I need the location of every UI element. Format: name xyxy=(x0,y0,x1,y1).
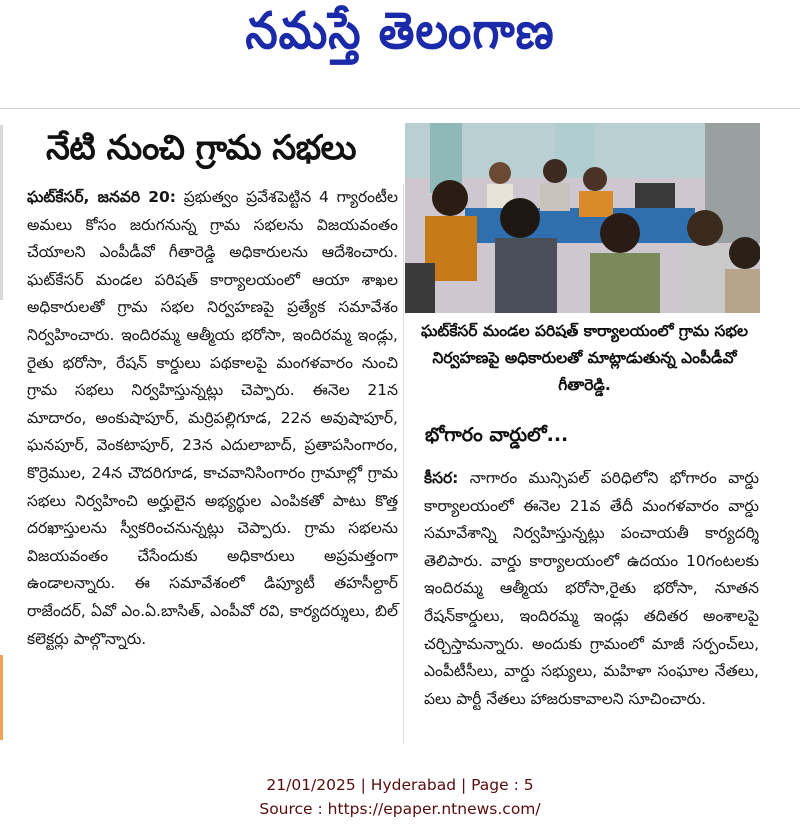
masthead-title: నమస్తే తెలంగాణ xyxy=(245,0,555,61)
footer-source-link[interactable]: Source : https://epaper.ntnews.com/ xyxy=(259,800,541,818)
page-footer xyxy=(0,773,800,821)
meeting-photo-illustration xyxy=(405,123,760,313)
article-body xyxy=(27,184,398,653)
footer-date-edition: 21/01/2025 | Hyderabad | Page : 5 xyxy=(266,776,534,794)
article-text: ప్రభుత్వం ప్రవేశపెట్టిన 4 గ్యారంటీల అమలు కోసం జరుగనున్న గ్రామ సభలను విజయవంతం చేయాలని ఎంపీడీవో గీతారెడ్డి అధికారులను ఆదేశించారు. ఘట్‌కేసర్ మండల పరిషత్ కార్యాలయంలో ఆయా శాఖల అధికారులతో గ్రామ సభల నిర్వహణపై ప్రత్యేక సమావేశం నిర్వహించారు. ఇందిరమ్మ ఆత్మీయ భరోసా, ఇందిరమ్మ ఇండ్లు, రైతు భరోసా, రేషన్ కార్డులు పథకాలపై మంగళవారం నుంచి గ్రామ సభలు నిర్వహిస్తున్నట్లు చెప్పారు. ఈనెల 21న మాదారం, అంకుషాపూర్, మర్రిపల్లిగూడ, 22న అవుషాపూర్, ఘనపూర్, వెంకటాపూర్, 23న ఎదులాబాద్, ప్రతాపసింగారం, కొర్రెముల, 24న చౌదరిగూడ, కాచవానిసింగారం గ్రామాల్లో గ్రామ సభలు నిర్వహించి అర్హులైన అభ్యర్థుల ఎంపికతో పాటు కొత్త దరఖాస్తులను స్వీకరించనున్నట్లు చెప్పారు. గ్రామ సభలను విజయవంతం చేసేందుకు అధికారులు అప్రమత్తంగా ఉండాలన్నారు. ఈ సమావేశంలో డిప్యూటీ తహసీల్దార్ రాజేందర్, ఏవో ఎం.ఏ.బాసిత్, ఎంపీవో రవి, కార్యదర్శులు, బిల్ కలెక్టర్లు పాల్గొన్నారు. xyxy=(27,188,398,648)
page-edge-bar xyxy=(0,125,3,300)
article-dateline: ఘట్‌కేసర్, జనవరి 20: xyxy=(27,188,177,206)
column-divider xyxy=(403,184,404,744)
photo-caption: ఘట్‌కేసర్ మండల పరిషత్ కార్యాలయంలో గ్రామ సభల నిర్వహణపై అధికారులతో మాట్లాడుతున్న ఎంపీడీవో గీతారెడ్డి. xyxy=(420,322,749,394)
newspaper-masthead xyxy=(0,0,800,78)
side-story-subhead: భోగారం వార్డులో... xyxy=(425,424,569,446)
page-edge-mark xyxy=(0,655,3,740)
side-story-text: నాగారం మున్సిపల్ పరిధిలోని భోగారం వార్డు కార్యాలయంలో ఈనెల 21వ తేదీ మంగళవారం వార్డు సమావేశాన్ని నిర్వహిస్తున్నట్లు పంచాయతీ కార్యదర్శి తెలిపారు. వార్డు కార్యాలయంలో ఉదయం 10గంటలకు ఇందిరమ్మ ఆత్మీయ భరోసా,రైతు భరోసా, నూతన రేషన్‌కార్డులు, ఇందిరమ్మ ఇండ్లు తదితర అంశాలపై చర్చిస్తామన్నారు. అందుకు గ్రామంలో మాజీ సర్పంచ్‌లు, ఎంపీటీసీలు, వార్డు సభ్యులు, మహిళా సంఘాల నేతలు, పలు పార్టీ నేతలు హాజరుకావాలని సూచించారు. xyxy=(424,469,759,708)
side-story-body xyxy=(424,465,759,713)
header-divider xyxy=(0,108,800,109)
article-headline: నేటి నుంచి గ్రామ సభలు xyxy=(46,128,357,168)
news-photo xyxy=(405,123,760,313)
side-story-dateline: కీసర: xyxy=(424,469,459,487)
